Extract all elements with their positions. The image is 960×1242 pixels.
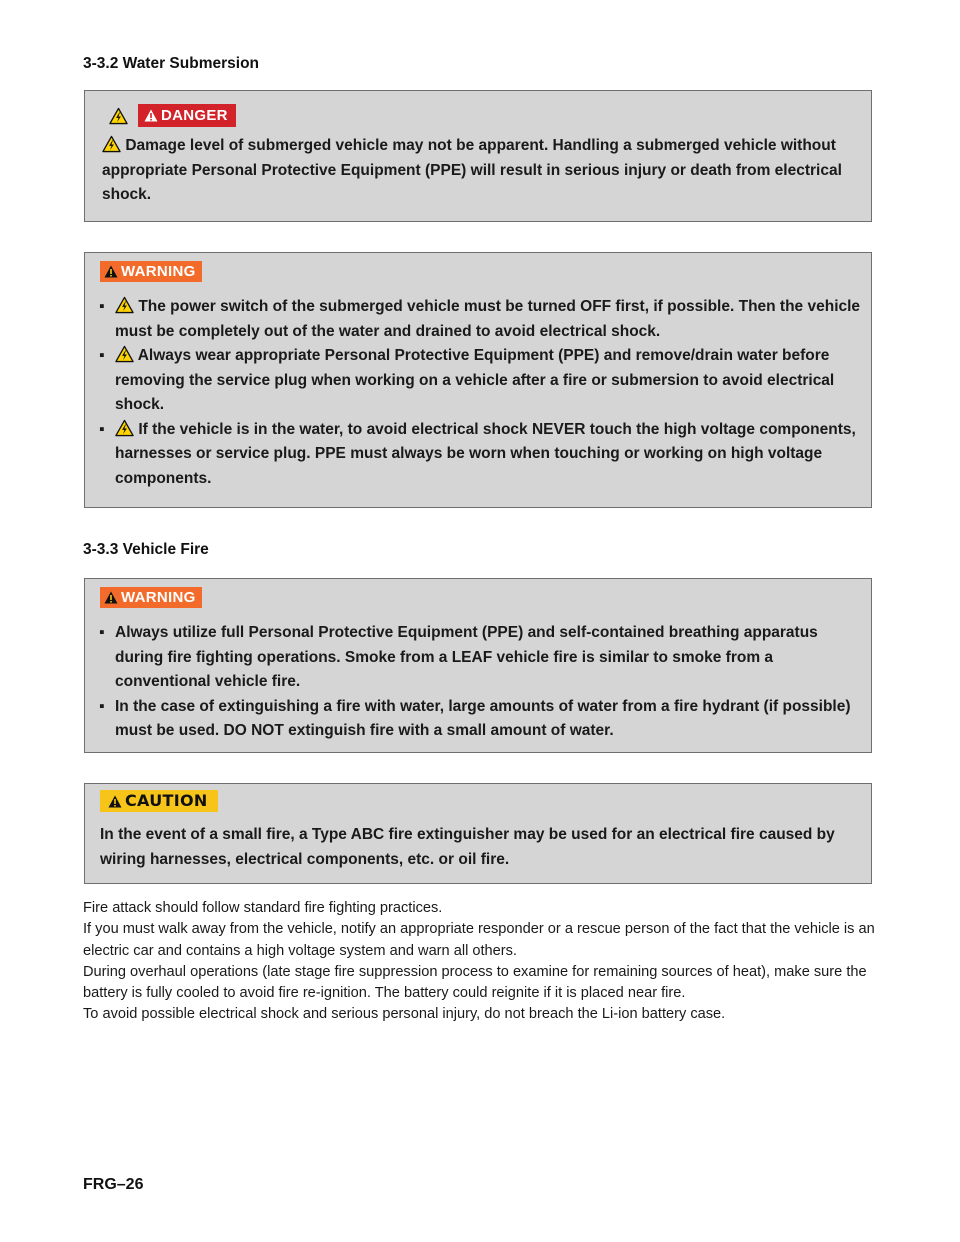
bullet-marker: ▪ xyxy=(99,624,105,641)
bullet-marker: ▪ xyxy=(99,347,105,364)
danger-header xyxy=(109,104,236,127)
body-paragraph: During overhaul operations (late stage fire suppression process to examine for remaining sources of heat), make sure the battery is fully cooled to avoid fire re-ignition. The battery could reignite if it is placed near fire. xyxy=(83,963,867,1002)
bullet-marker: ▪ xyxy=(99,420,105,438)
caution-box xyxy=(84,783,872,884)
high-voltage-warning-icon xyxy=(115,419,134,437)
list-item-text: Always wear appropriate Personal Protective Equipment (PPE) and remove/drain water before removing the service plug when working on a vehicle after a fire or submersion to avoid electrical shock. xyxy=(115,347,835,413)
list-item xyxy=(85,295,865,344)
body-paragraph: Fire attack should follow standard fire fighting practices. xyxy=(83,900,443,916)
body-text xyxy=(83,898,883,1026)
caution-badge-label: CAUTION xyxy=(125,791,208,810)
warning-box-submersion xyxy=(84,252,872,508)
list-item-text: If the vehicle is in the water, to avoid electrical shock NEVER touch the high voltage components, harnesses or service plug. PPE must always be worn when touching or working on high voltage components. xyxy=(115,420,856,487)
danger-box xyxy=(84,90,872,222)
list-item-text: Always utilize full Personal Protective Equipment (PPE) and self-contained breathing apparatus during fire fighting operations. Smoke from a LEAF vehicle fire is similar to smoke from a conventional vehicle fire. xyxy=(115,624,818,690)
warning-badge-label: WARNING xyxy=(121,589,196,606)
danger-badge xyxy=(138,104,236,127)
body-paragraph: To avoid possible electrical shock and serious personal injury, do not breach the Li-ion battery case. xyxy=(83,1006,726,1023)
high-voltage-warning-icon xyxy=(115,345,134,363)
list-item xyxy=(85,344,865,418)
list-item xyxy=(85,695,867,744)
danger-text: Damage level of submerged vehicle may not be apparent. Handling a submerged vehicle without appropriate Personal Protective Equipment (PPE) will result in serious injury or death from electrical shock. xyxy=(102,137,842,203)
list-item-text: In the case of extinguishing a fire with water, large amounts of water from a fire hydrant (if possible) must be used. DO NOT extinguish fire with a small amount of water. xyxy=(115,697,851,739)
caution-badge xyxy=(100,790,218,812)
list-item xyxy=(85,418,865,492)
high-voltage-warning-icon xyxy=(109,107,128,125)
warning-list-submersion xyxy=(85,295,865,491)
body-paragraph: If you must walk away from the vehicle, notify an appropriate responder or a rescue person of the fact that the vehicle is an electric car and contains a high voltage system and warn all others. xyxy=(83,921,875,959)
high-voltage-warning-icon xyxy=(102,135,121,153)
danger-text-block xyxy=(102,134,842,208)
caution-text: In the event of a small fire, a Type ABC fire extinguisher may be used for an electrical fire caused by wiring harnesses, electrical components, etc. or oil fire. xyxy=(100,826,835,868)
alert-triangle-icon xyxy=(144,109,158,122)
page-number: FRG–26 xyxy=(83,1176,144,1193)
warning-badge xyxy=(100,261,202,282)
warning-header xyxy=(100,261,202,283)
warning-badge xyxy=(100,587,202,608)
alert-triangle-icon xyxy=(104,265,118,278)
bullet-marker: ▪ xyxy=(99,697,105,715)
caution-header xyxy=(100,790,218,813)
list-item-text: The power switch of the submerged vehicle must be turned OFF first, if possible. Then the vehicle must be completely out of the water and drained to avoid electrical shock. xyxy=(115,298,861,340)
alert-triangle-icon xyxy=(104,591,118,604)
bullet-marker: ▪ xyxy=(99,298,105,315)
warning-badge-label: WARNING xyxy=(121,263,196,280)
alert-triangle-icon xyxy=(108,795,122,808)
section-heading-vehicle-fire: 3-3.3 Vehicle Fire xyxy=(83,541,209,558)
danger-badge-label: DANGER xyxy=(161,107,228,124)
section-heading-water-submersion: 3-3.2 Water Submersion xyxy=(83,55,260,72)
warning-box-fire xyxy=(84,578,872,753)
high-voltage-warning-icon xyxy=(115,296,134,314)
warning-header xyxy=(100,587,202,609)
warning-list-fire xyxy=(85,621,867,744)
list-item xyxy=(85,621,867,695)
